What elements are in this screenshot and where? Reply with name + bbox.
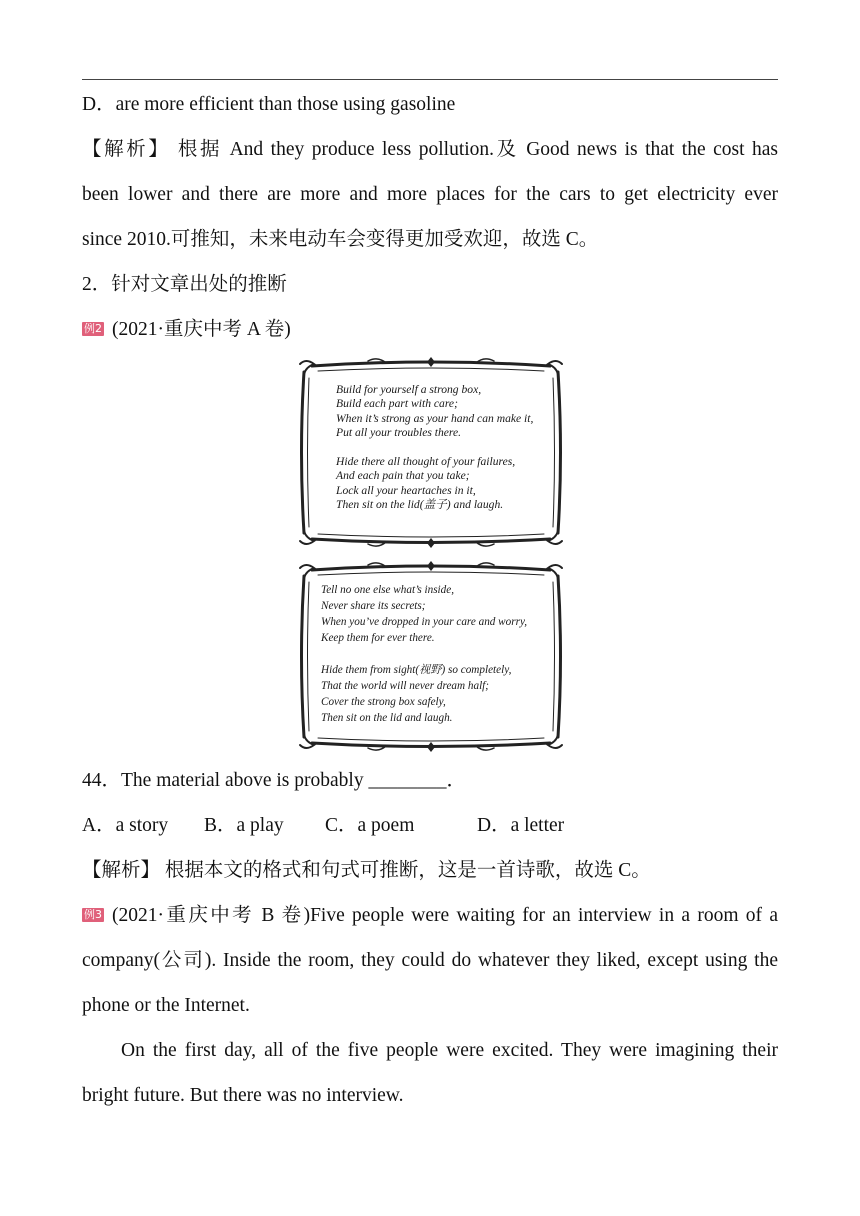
poem-panel-1: [298, 356, 564, 549]
option-b: B．a play: [204, 815, 284, 836]
paragraph-2-line-1: On the first day, all of the five people were excited. They were imagining their: [121, 1040, 778, 1061]
analysis-line-1: 【解析】 根据 And they produce less pollution.及 Good news is that the cost has: [82, 139, 778, 160]
poem-stanza: [321, 582, 527, 646]
poem-line: Tell no one else what’s inside,: [321, 584, 455, 596]
poem-stanza: [336, 383, 533, 441]
option-c: C．a poem: [325, 815, 415, 836]
poem-line: Cover the strong box safely,: [321, 696, 446, 708]
example-3-text: (2021·重庆中考 B 卷)Five people were waiting for an interview in a room of a: [112, 905, 778, 926]
analysis-line-2: been lower and there are more and more places for the cars to get electricity ever: [82, 184, 778, 205]
poem-stanza: [321, 662, 527, 726]
poem-panel-1-text: [336, 383, 533, 513]
question-44: 44．The material above is probably ________．: [82, 770, 466, 791]
poem-panel-2-text: [321, 582, 527, 726]
poem-line: Hide them from sight(视野) so completely,: [321, 664, 512, 676]
poem-line: Build for yourself a strong box,: [336, 383, 482, 396]
poem-line: When you’ve dropped in your care and worry,: [321, 616, 528, 628]
poem-line: And each pain that you take;: [336, 469, 470, 483]
example-source: (2021·重庆中考 A 卷): [112, 319, 291, 340]
poem-line: Put all your troubles there.: [336, 426, 462, 440]
poem-line: Lock all your heartaches in it,: [336, 483, 476, 497]
analysis-line-3: since 2010.可推知，未来电动车会变得更加受欢迎，故选 C。: [82, 229, 599, 250]
poem-line: Never share its secrets;: [321, 600, 426, 612]
poem-line: Keep them for ever there.: [321, 632, 435, 644]
example-badge: 例3: [84, 908, 102, 921]
poem-line: Then sit on the lid and laugh.: [321, 712, 453, 724]
poem-stanza: [336, 455, 533, 513]
example-3-line-3: phone or the Internet.: [82, 995, 250, 1016]
poem-line: That the world will never dream half;: [321, 680, 490, 692]
example-2-header: [82, 316, 778, 344]
example-3-line-1: [82, 902, 778, 930]
poem-line: When it’s strong as your hand can make it,: [336, 411, 534, 425]
analysis-2: 【解析】 根据本文的格式和句式可推断，这是一首诗歌，故选 C。: [82, 860, 651, 881]
poem-line: Build each part with care;: [336, 397, 458, 411]
header-rule: [82, 79, 778, 80]
option-d: D．a letter: [477, 815, 565, 836]
poem-line: Hide there all thought of your failures,: [336, 455, 516, 469]
example-badge: 例2: [84, 322, 102, 335]
poem-line: Then sit on the lid(盖子) and laugh.: [336, 498, 504, 512]
option-d: D．are more efficient than those using gasoline: [82, 94, 456, 115]
paragraph-2-line-2: bright future. But there was no interview.: [82, 1085, 404, 1106]
poem-panel-2: [298, 560, 564, 753]
example-3-line-2: company(公司). Inside the room, they could do whatever they liked, except using the: [82, 950, 778, 971]
question-44-options: [82, 812, 778, 840]
option-a: A．a story: [82, 815, 169, 836]
section-heading: 2．针对文章出处的推断: [82, 274, 287, 295]
